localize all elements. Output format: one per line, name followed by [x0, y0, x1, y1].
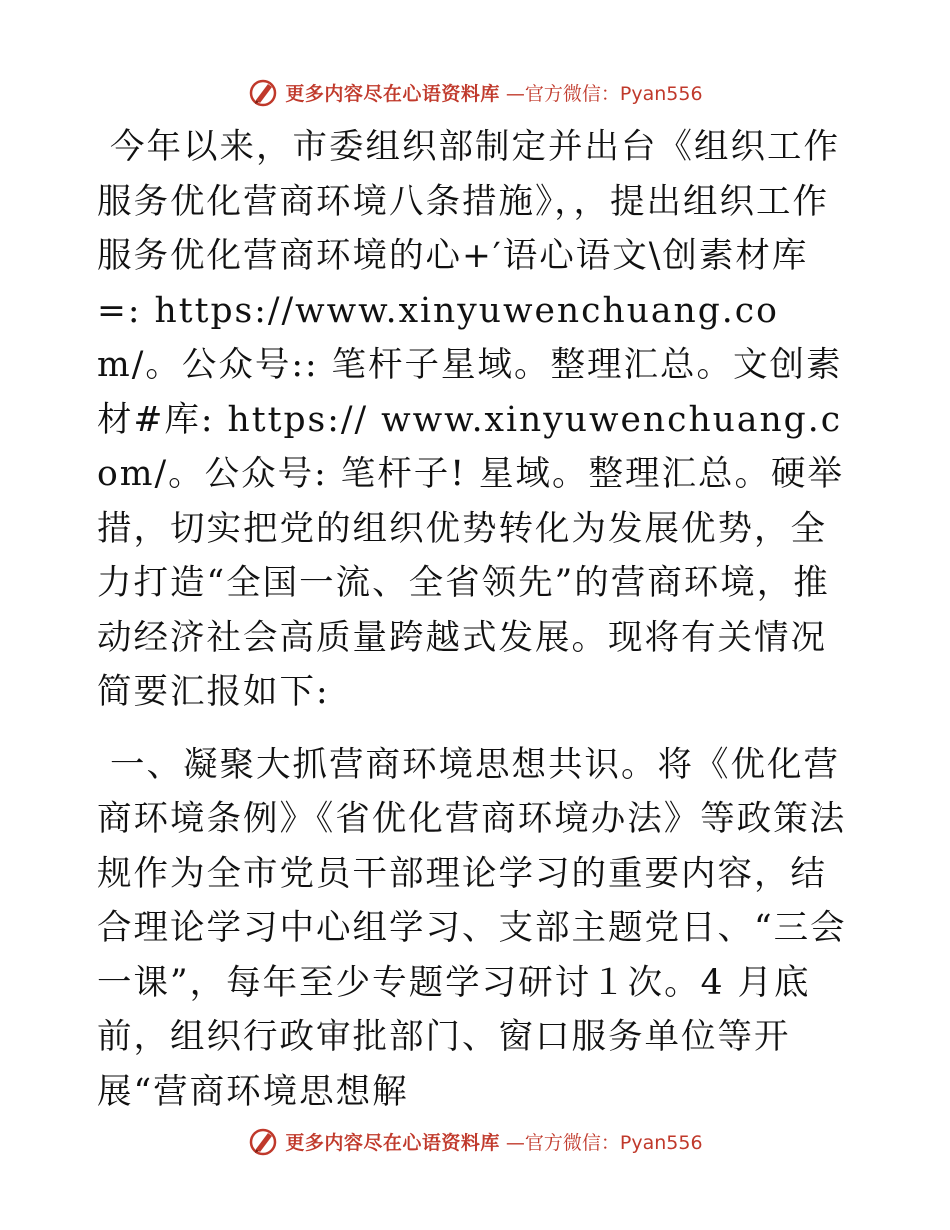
footer-contact: —官方微信：Pyan556 — [505, 1131, 703, 1154]
paragraph-intro: 今年以来，市委组织部制定并出台《组织工作服务优化营商环境八条措施》，，提出组织工作服务优化营商环境的心+′语心语文\创素材库=: https://www.xinyuwenchuang.com/。公众号:: 笔杆子星域。整理汇总。文创素材#库: https:// www.xinyuwenchuang.com/。公众号: 笔杆子! 星域。整理汇总。硬举措，切实把党的组织优势转化为发展优势，全力打造“全国一流、全省领先”的营商环境，推动经济社会高质量跨越式发展。现将有关情况简要汇报如下: — [97, 127, 845, 712]
pen-logo-icon — [247, 1125, 279, 1157]
banner-contact: —官方微信：Pyan556 — [505, 82, 703, 105]
paragraph-section-one: 一、凝聚大抓营商环境思想共识。将《优化营商环境条例》《省优化营商环境办法》等政策法规作为全市党员干部理论学习的重要内容，结合理论学习中心组学习、支部主题党日、“三会一课”，每年至少专题学习研讨１次。4 月底前，组织行政审批部门、窗口服务单位等开展“营商环境思想解 — [97, 744, 847, 1112]
header-banner — [0, 76, 950, 108]
banner-title: 更多内容尽在心语资料库 — [285, 82, 500, 105]
footer-banner — [0, 1125, 950, 1157]
footer-title: 更多内容尽在心语资料库 — [285, 1131, 500, 1154]
document-body — [97, 120, 852, 1121]
pen-logo-icon — [247, 76, 279, 108]
